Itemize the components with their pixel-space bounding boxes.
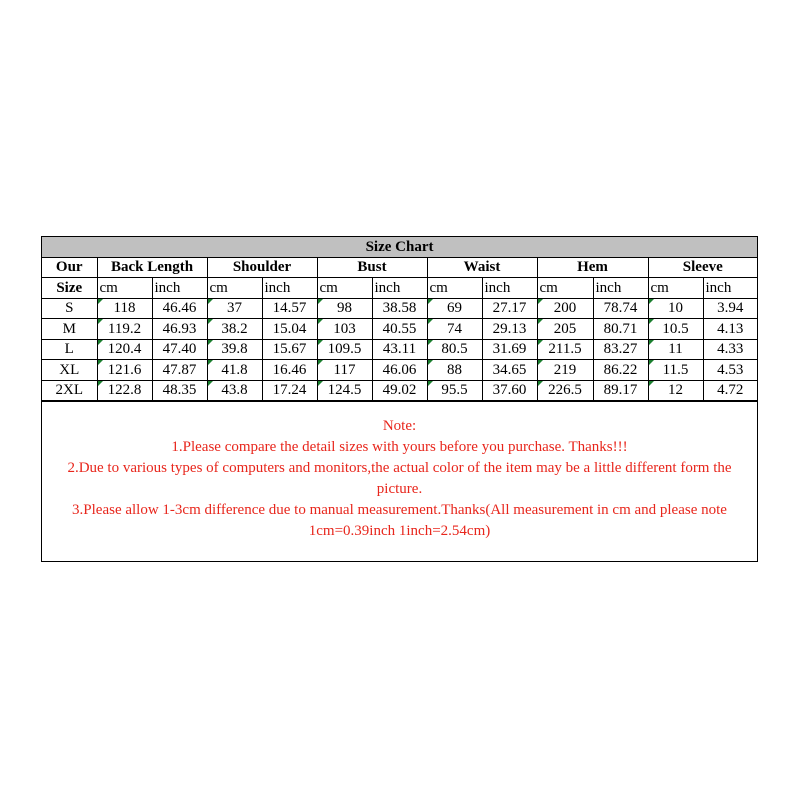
- cell-hem-cm: 211.5: [537, 339, 593, 360]
- cell-bust-inch: 49.02: [372, 380, 427, 401]
- group-hem: Hem: [537, 257, 648, 278]
- unit-inch: inch: [482, 278, 537, 299]
- cell-hem-cm: 226.5: [537, 380, 593, 401]
- table-row: [42, 298, 757, 319]
- cell-shoulder-inch: 17.24: [262, 380, 317, 401]
- cell-sleeve-inch: 3.94: [703, 298, 757, 319]
- cell-sleeve-inch: 4.33: [703, 339, 757, 360]
- table-row: [42, 319, 757, 340]
- cell-shoulder-inch: 15.04: [262, 319, 317, 340]
- row-size: XL: [42, 360, 97, 381]
- cell-waist-cm: 69: [427, 298, 482, 319]
- cell-sleeve-inch: 4.72: [703, 380, 757, 401]
- cell-sleeve-inch: 4.53: [703, 360, 757, 381]
- cell-sleeve-cm: 11.5: [648, 360, 703, 381]
- size-column-header-2: Size: [42, 278, 97, 299]
- cell-waist-inch: 29.13: [482, 319, 537, 340]
- cell-sleeve-inch: 4.13: [703, 319, 757, 340]
- cell-bust-cm: 103: [317, 319, 372, 340]
- cell-shoulder-inch: 16.46: [262, 360, 317, 381]
- cell-back-length-inch: 47.40: [152, 339, 207, 360]
- unit-cm: cm: [97, 278, 152, 299]
- cell-waist-inch: 37.60: [482, 380, 537, 401]
- row-size: L: [42, 339, 97, 360]
- cell-bust-inch: 38.58: [372, 298, 427, 319]
- cell-waist-cm: 74: [427, 319, 482, 340]
- notes-section: [42, 401, 757, 542]
- unit-cm: cm: [427, 278, 482, 299]
- unit-cm: cm: [648, 278, 703, 299]
- unit-inch: inch: [372, 278, 427, 299]
- cell-shoulder-cm: 41.8: [207, 360, 262, 381]
- group-sleeve: Sleeve: [648, 257, 757, 278]
- table-row: [42, 339, 757, 360]
- cell-sleeve-cm: 11: [648, 339, 703, 360]
- size-column-header: Our: [42, 257, 97, 278]
- notes-heading: Note:: [382, 418, 417, 434]
- row-size: M: [42, 319, 97, 340]
- cell-hem-cm: 219: [537, 360, 593, 381]
- cell-shoulder-inch: 15.67: [262, 339, 317, 360]
- cell-back-length-cm: 122.8: [97, 380, 152, 401]
- unit-inch: inch: [152, 278, 207, 299]
- cell-sleeve-cm: 12: [648, 380, 703, 401]
- group-header-row: [42, 257, 757, 278]
- group-back-length: Back Length: [97, 257, 207, 278]
- unit-cm: cm: [537, 278, 593, 299]
- cell-shoulder-cm: 39.8: [207, 339, 262, 360]
- cell-hem-inch: 80.71: [593, 319, 648, 340]
- unit-inch: inch: [593, 278, 648, 299]
- cell-back-length-cm: 121.6: [97, 360, 152, 381]
- note-line-1: 1.Please compare the detail sizes with yours before you purchase. Thanks!!!: [171, 439, 628, 455]
- cell-bust-cm: 109.5: [317, 339, 372, 360]
- cell-bust-cm: 98: [317, 298, 372, 319]
- cell-hem-cm: 200: [537, 298, 593, 319]
- cell-bust-cm: 124.5: [317, 380, 372, 401]
- group-waist: Waist: [427, 257, 537, 278]
- cell-hem-inch: 89.17: [593, 380, 648, 401]
- row-size: S: [42, 298, 97, 319]
- table-row: [42, 380, 757, 401]
- cell-shoulder-cm: 37: [207, 298, 262, 319]
- unit-cm: cm: [207, 278, 262, 299]
- cell-waist-inch: 31.69: [482, 339, 537, 360]
- cell-hem-inch: 78.74: [593, 298, 648, 319]
- size-chart: [41, 236, 758, 562]
- cell-back-length-inch: 47.87: [152, 360, 207, 381]
- group-bust: Bust: [317, 257, 427, 278]
- unit-cm: cm: [317, 278, 372, 299]
- cell-waist-cm: 88: [427, 360, 482, 381]
- cell-bust-cm: 117: [317, 360, 372, 381]
- cell-waist-cm: 80.5: [427, 339, 482, 360]
- unit-inch: inch: [703, 278, 757, 299]
- note-line-2: 2.Due to various types of computers and monitors,the actual color of the item may be a little different form the picture.: [67, 460, 732, 497]
- cell-shoulder-cm: 43.8: [207, 380, 262, 401]
- cell-bust-inch: 46.06: [372, 360, 427, 381]
- cell-hem-cm: 205: [537, 319, 593, 340]
- cell-back-length-cm: 118: [97, 298, 152, 319]
- size-table: [42, 237, 757, 401]
- cell-waist-cm: 95.5: [427, 380, 482, 401]
- cell-sleeve-cm: 10: [648, 298, 703, 319]
- cell-hem-inch: 83.27: [593, 339, 648, 360]
- group-shoulder: Shoulder: [207, 257, 317, 278]
- cell-shoulder-cm: 38.2: [207, 319, 262, 340]
- note-line-3: 3.Please allow 1-3cm difference due to manual measurement.Thanks(All measurement in cm and please note 1cm=0.39inch 1inch=2.54cm): [72, 502, 727, 539]
- cell-hem-inch: 86.22: [593, 360, 648, 381]
- title-row: [42, 237, 757, 257]
- cell-back-length-inch: 46.93: [152, 319, 207, 340]
- row-size: 2XL: [42, 380, 97, 401]
- cell-back-length-cm: 119.2: [97, 319, 152, 340]
- unit-inch: inch: [262, 278, 317, 299]
- chart-title: Size Chart: [42, 237, 757, 257]
- cell-back-length-inch: 46.46: [152, 298, 207, 319]
- cell-waist-inch: 34.65: [482, 360, 537, 381]
- unit-header-row: [42, 278, 757, 299]
- cell-bust-inch: 40.55: [372, 319, 427, 340]
- cell-waist-inch: 27.17: [482, 298, 537, 319]
- cell-bust-inch: 43.11: [372, 339, 427, 360]
- table-row: [42, 360, 757, 381]
- cell-sleeve-cm: 10.5: [648, 319, 703, 340]
- cell-back-length-cm: 120.4: [97, 339, 152, 360]
- cell-back-length-inch: 48.35: [152, 380, 207, 401]
- cell-shoulder-inch: 14.57: [262, 298, 317, 319]
